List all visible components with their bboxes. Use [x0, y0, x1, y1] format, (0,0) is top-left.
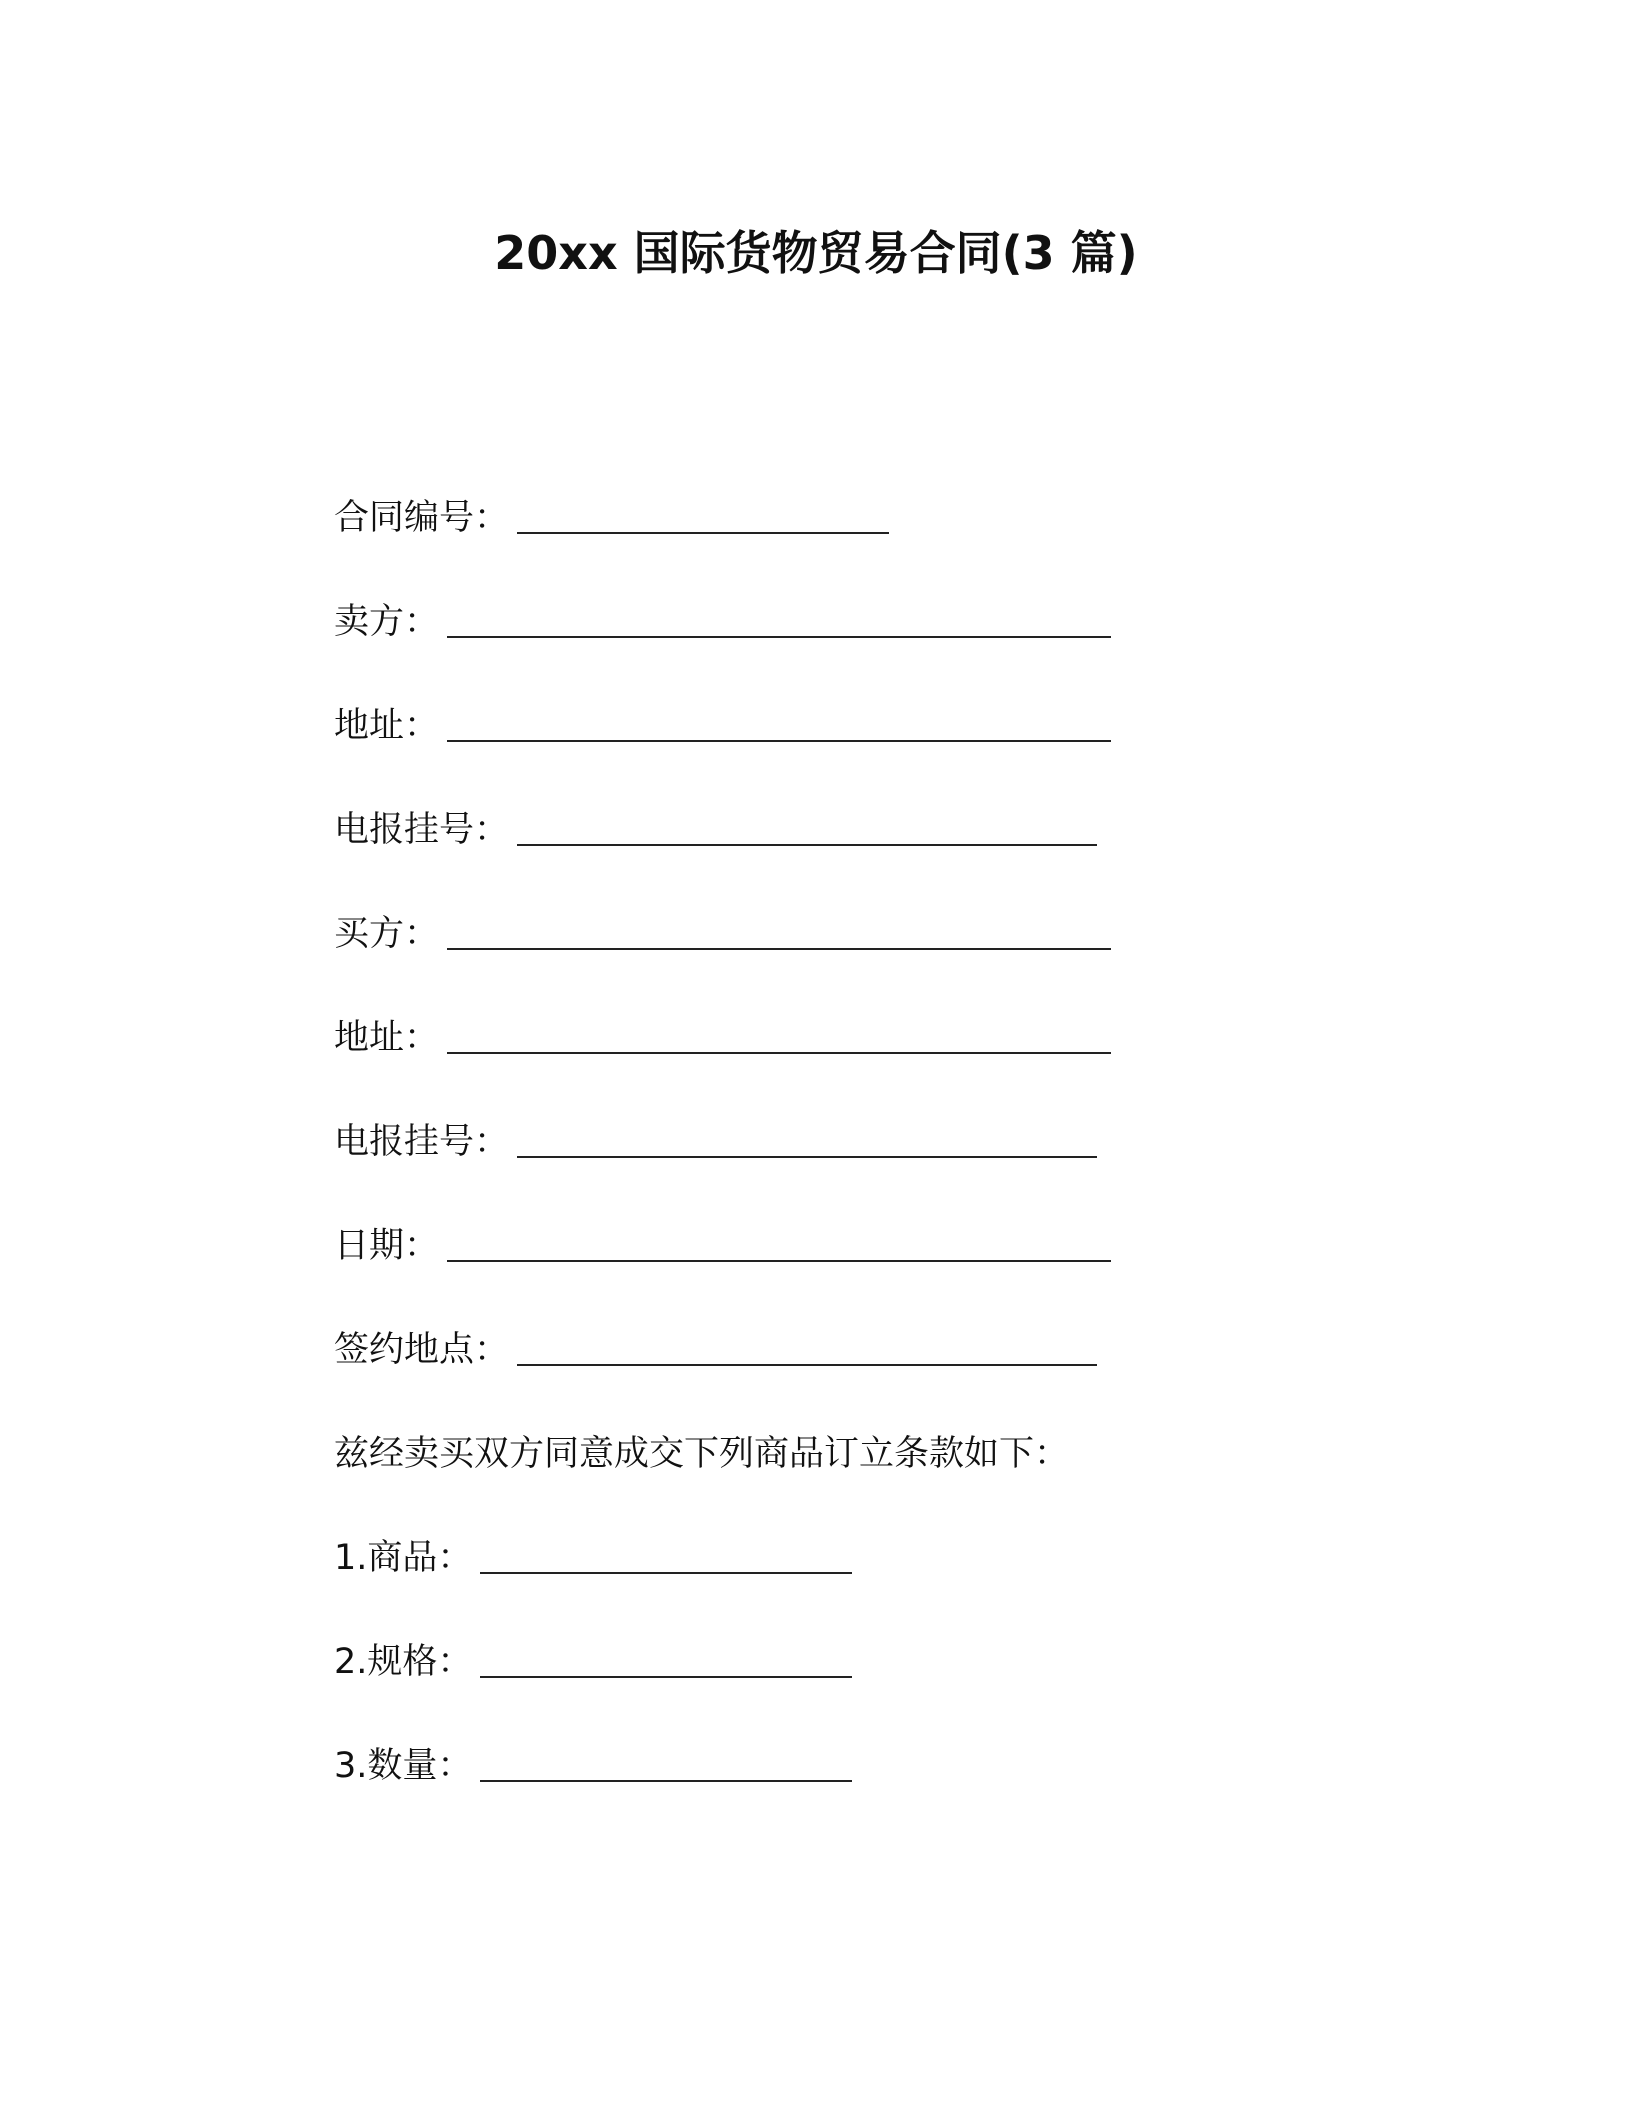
field-label: 签约地点： [334, 1330, 510, 1370]
field-buyer [334, 906, 1111, 962]
field-label: 地址： [334, 706, 440, 746]
field-label: 电报挂号： [334, 1122, 510, 1162]
field-buyer-cable [334, 1114, 1097, 1170]
fill-blank-line [447, 948, 1111, 950]
field-seller [334, 594, 1111, 650]
field-contract-number [334, 490, 889, 546]
document-title: 20xx 国际货物贸易合同(3 篇) [494, 226, 1138, 280]
fill-blank-line [447, 636, 1111, 638]
intro-paragraph: 兹经卖买双方同意成交下列商品订立条款如下： [334, 1434, 1070, 1474]
field-label: 合同编号： [334, 498, 510, 538]
fill-blank-line [480, 1676, 852, 1678]
field-buyer-address [334, 1010, 1111, 1066]
fill-blank-line [480, 1572, 852, 1574]
fill-blank-line [447, 740, 1111, 742]
field-label: 日期： [334, 1226, 440, 1266]
fill-blank-line [480, 1780, 852, 1782]
field-seller-cable [334, 802, 1097, 858]
item-specification [334, 1634, 852, 1690]
field-label: 电报挂号： [334, 810, 510, 850]
fill-blank-line [517, 844, 1097, 846]
item-commodity [334, 1530, 852, 1586]
fill-blank-line [517, 1156, 1097, 1158]
field-label: 1.商品： [334, 1538, 473, 1578]
fill-blank-line [447, 1260, 1111, 1262]
field-label: 2.规格： [334, 1642, 473, 1682]
fill-blank-line [447, 1052, 1111, 1054]
field-label: 卖方： [334, 602, 440, 642]
field-seller-address [334, 698, 1111, 754]
field-label: 3.数量： [334, 1746, 473, 1786]
field-label: 地址： [334, 1018, 440, 1058]
fill-blank-line [517, 532, 889, 534]
field-signing-place [334, 1322, 1097, 1378]
item-quantity [334, 1738, 852, 1794]
fill-blank-line [517, 1364, 1097, 1366]
field-label: 买方： [334, 914, 440, 954]
field-date [334, 1218, 1111, 1274]
